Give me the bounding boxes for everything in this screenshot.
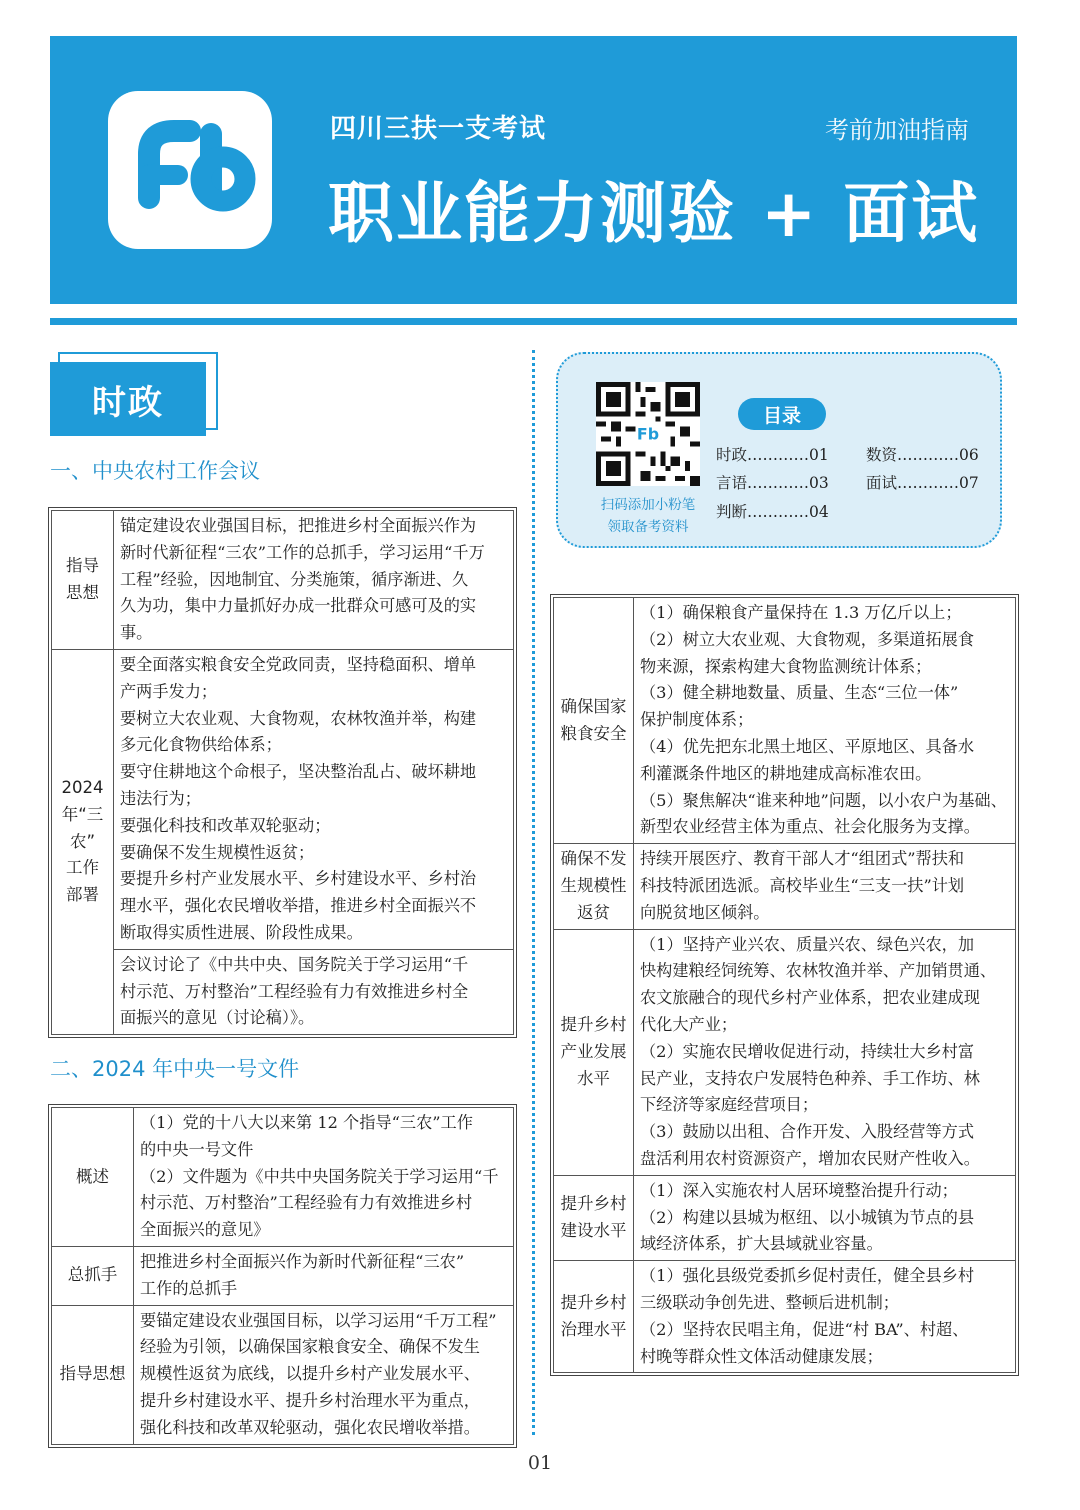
row-content bbox=[634, 598, 1016, 844]
content-line: 盘活利用农村资源资产，增加农民财产性收入。 bbox=[640, 1148, 980, 1168]
directory-item[interactable]: 时政…………01 bbox=[716, 446, 829, 464]
row-label-line: 返贫 bbox=[577, 902, 610, 922]
content-line: 工作的总抓手 bbox=[140, 1278, 238, 1298]
content-line: 持续开展医疗、教育干部人才“组团式”帮扶和 bbox=[640, 849, 965, 869]
table-row bbox=[554, 598, 1016, 844]
content-line: 要锚定建设农业强国目标，以学习运用“千万工程” bbox=[140, 1310, 497, 1330]
content-line: （2）文件题为《中共中央国务院关于学习运用“千 bbox=[140, 1166, 499, 1186]
row-content bbox=[634, 844, 1016, 929]
content-line: 要树立大农业观、大食物观，农林牧渔并举，构建 bbox=[120, 708, 477, 728]
row-label-line: 农” bbox=[69, 831, 96, 851]
content-line: 违法行为； bbox=[120, 788, 201, 808]
content-line: 多元化食物供给体系； bbox=[120, 735, 282, 755]
content-line: 新型农业经营主体为重点、社会化服务为支撑。 bbox=[640, 817, 980, 837]
content-line: （2）树立大农业观、大食物观，多渠道拓展食 bbox=[640, 629, 975, 649]
content-line: （4）优先把东北黑土地区、平原地区、具备水 bbox=[640, 736, 975, 756]
content-line: 利灌溉条件地区的耕地建成高标准农田。 bbox=[640, 763, 932, 783]
column-divider bbox=[532, 350, 535, 1435]
content-line: 经验为引领，以确保国家粮食安全、确保不发生 bbox=[140, 1337, 480, 1357]
content-line: 规模性返贫为底线，以提升乡村产业发展水平、 bbox=[140, 1364, 480, 1384]
row-label-line: 年“三 bbox=[61, 804, 104, 824]
content-line: 要强化科技和改革双轮驱动； bbox=[120, 815, 331, 835]
content-line: 理水平，强化农民增收举措，推进乡村全面振兴不 bbox=[120, 896, 477, 916]
content-line: 强化科技和改革双轮驱动，强化农民增收举措。 bbox=[140, 1417, 480, 1437]
content-line: 要提升乡村产业发展水平、乡村建设水平、乡村治 bbox=[120, 869, 477, 889]
row-label-line: 建设水平 bbox=[560, 1220, 627, 1240]
table-row bbox=[52, 649, 514, 949]
content-line: 村晚等群众性文体活动健康发展； bbox=[640, 1346, 883, 1366]
table-rural-work-conference bbox=[51, 510, 514, 1035]
table-row bbox=[554, 1261, 1016, 1373]
section-tag: 时政 bbox=[50, 362, 206, 436]
row-content bbox=[634, 1261, 1016, 1373]
row-label-line: 确保国家 bbox=[560, 696, 627, 716]
content-line: 锚定建设农业强国目标，把推进乡村全面振兴作为 bbox=[120, 516, 477, 535]
qr-caption-line2: 领取备考资料 bbox=[607, 519, 689, 535]
content-line: 全面振兴的意见》 bbox=[140, 1220, 270, 1240]
row-label-line: 指导思想 bbox=[59, 1364, 126, 1384]
row-label bbox=[52, 649, 114, 1034]
row-label-line: 概述 bbox=[76, 1166, 109, 1186]
content-line: 代化大产业； bbox=[640, 1014, 738, 1034]
row-label bbox=[554, 598, 634, 844]
table-no1-document bbox=[51, 1107, 514, 1445]
content-line: 向脱贫地区倾斜。 bbox=[640, 902, 770, 922]
content-line: 新时代新征程“三农”工作的总抓手，学习运用“千万 bbox=[120, 542, 485, 562]
table-row bbox=[52, 949, 514, 1034]
header-banner bbox=[50, 36, 1017, 304]
row-label-line: 思想 bbox=[66, 582, 99, 602]
directory-title: 目录 bbox=[738, 398, 826, 430]
content-line: （2）构建以县城为枢纽、以小城镇为节点的县 bbox=[640, 1207, 975, 1227]
row-content bbox=[134, 1305, 514, 1444]
directory-item[interactable]: 言语…………03 bbox=[716, 474, 829, 492]
table-row bbox=[52, 1305, 514, 1444]
content-line: 面振兴的意见（讨论稿）》。 bbox=[120, 1008, 315, 1028]
row-content bbox=[114, 511, 514, 650]
content-line: （1）确保粮食产量保持在 1.3 万亿斤以上； bbox=[640, 603, 962, 622]
content-line: 断取得实质性进展、阶段性成果。 bbox=[120, 922, 363, 942]
content-line: 科技特派团选派。高校毕业生“三支一扶”计划 bbox=[640, 875, 965, 895]
content-line: 的中央一号文件 bbox=[140, 1139, 254, 1159]
content-line: 三级联动争创先进、整顿后进机制； bbox=[640, 1292, 899, 1312]
row-label-line: 工作 bbox=[66, 858, 99, 878]
content-line: 久为功，集中力量抓好办成一批群众可感可及的实 bbox=[120, 596, 477, 616]
table-body bbox=[52, 1108, 514, 1445]
row-label-line: 指导 bbox=[66, 556, 99, 576]
table-body bbox=[554, 598, 1016, 1373]
row-label-line: 粮食安全 bbox=[560, 723, 627, 743]
row-label bbox=[554, 1261, 634, 1373]
directory-item[interactable]: 数资…………06 bbox=[866, 446, 979, 464]
row-label-line: 总抓手 bbox=[67, 1265, 118, 1285]
row-content bbox=[114, 649, 514, 949]
content-line: 物来源，探索构建大食物监测统计体系； bbox=[640, 656, 932, 676]
content-line: 会议讨论了《中共中央、国务院关于学习运用“千 bbox=[120, 954, 469, 974]
content-line: （2）坚持农民唱主角，促进“村 BA”、村超、 bbox=[640, 1319, 969, 1339]
content-line: 工程”经验，因地制宜、分类施策，循序渐进、久 bbox=[120, 569, 469, 589]
content-line: （3）健全耕地数量、质量、生态“三位一体” bbox=[640, 683, 959, 703]
content-line: （5）聚焦解决“谁来种地”问题，以小农户为基础、 bbox=[640, 790, 1007, 810]
row-content bbox=[634, 1175, 1016, 1260]
table-row bbox=[52, 1108, 514, 1247]
header-subtitle: 四川三扶一支考试 bbox=[330, 114, 547, 144]
row-label-line: 部署 bbox=[66, 885, 99, 905]
row-label-line: 确保不发 bbox=[560, 849, 627, 869]
heading-no1-document: 二、2024 年中央一号文件 bbox=[50, 1057, 300, 1081]
row-label bbox=[554, 844, 634, 929]
content-line: 事。 bbox=[120, 623, 153, 643]
qr-caption-line1: 扫码添加小粉笔 bbox=[600, 497, 696, 513]
row-label-line: 提升乡村 bbox=[560, 1292, 627, 1312]
row-label-line: 生规模性 bbox=[560, 875, 627, 895]
content-line: 产两手发力； bbox=[120, 681, 218, 701]
content-line: 要守住耕地这个命根子，坚决整治乱占、破坏耕地 bbox=[120, 762, 477, 782]
content-line: 下经济等家庭经营项目； bbox=[640, 1095, 819, 1115]
row-content bbox=[134, 1108, 514, 1247]
row-content bbox=[114, 949, 514, 1034]
row-label bbox=[52, 1305, 134, 1444]
svg-text:Fb: Fb bbox=[636, 424, 660, 444]
row-label bbox=[52, 1108, 134, 1247]
content-line: 保护制度体系； bbox=[640, 710, 754, 730]
content-line: 域经济体系，扩大县域就业容量。 bbox=[640, 1234, 883, 1254]
row-label bbox=[554, 1175, 634, 1260]
table-row bbox=[554, 1175, 1016, 1260]
content-line: 把推进乡村全面振兴作为新时代新征程“三农” bbox=[140, 1251, 465, 1271]
row-label-line: 产业发展 bbox=[560, 1041, 627, 1061]
content-line: 要确保不发生规模性返贫； bbox=[120, 842, 315, 862]
row-content bbox=[134, 1246, 514, 1305]
table-row bbox=[52, 1246, 514, 1305]
content-line: 民产业，支持农户发展特色种养、手工作坊、林 bbox=[640, 1068, 980, 1088]
header-underline bbox=[50, 318, 1017, 325]
content-line: 村示范、万村整治”工程经验有力有效推进乡村全 bbox=[120, 981, 469, 1001]
fb-logo bbox=[108, 91, 272, 249]
table-row bbox=[554, 929, 1016, 1175]
heading-rural-work-conference: 一、中央农村工作会议 bbox=[50, 459, 260, 483]
table-row bbox=[52, 511, 514, 650]
content-line: （1）深入实施农村人居环境整治提升行动； bbox=[640, 1180, 958, 1200]
row-label-line: 提升乡村 bbox=[560, 1014, 627, 1034]
row-content bbox=[634, 929, 1016, 1175]
content-line: （1）党的十八大以来第 12 个指导“三农”工作 bbox=[140, 1113, 473, 1132]
row-label-line: 提升乡村 bbox=[560, 1194, 627, 1214]
table-row bbox=[554, 844, 1016, 929]
directory-item[interactable]: 面试…………07 bbox=[866, 474, 979, 492]
content-line: 快构建粮经饲统筹、农林牧渔并举、产加销贯通、 bbox=[640, 961, 997, 981]
row-label bbox=[52, 511, 114, 650]
table-rural-priorities bbox=[553, 597, 1016, 1373]
header-title: 职业能力测验 + 面试 bbox=[328, 175, 980, 252]
row-label-line: 水平 bbox=[577, 1068, 610, 1088]
row-label bbox=[52, 1246, 134, 1305]
header-tagline: 考前加油指南 bbox=[825, 116, 969, 144]
directory-item[interactable]: 判断…………04 bbox=[716, 503, 829, 521]
fb-logo-icon bbox=[108, 91, 272, 249]
row-label-line: 2024 bbox=[61, 778, 104, 798]
content-line: （2）实施农民增收促进行动，持续壮大乡村富 bbox=[640, 1041, 975, 1061]
content-line: 提升乡村建设水平、提升乡村治理水平为重点， bbox=[140, 1390, 480, 1410]
row-label bbox=[554, 929, 634, 1175]
row-label-line: 治理水平 bbox=[560, 1319, 627, 1339]
content-line: （1）坚持产业兴农、质量兴农、绿色兴农，加 bbox=[640, 934, 975, 954]
content-line: （3）鼓励以出租、合作开发、入股经营等方式 bbox=[640, 1122, 975, 1142]
content-line: 农文旅融合的现代乡村产业体系，把农业建成现 bbox=[640, 988, 980, 1008]
content-line: 村示范、万村整治”工程经验有力有效推进乡村 bbox=[140, 1193, 473, 1213]
page-number: 01 bbox=[527, 1452, 553, 1474]
content-line: （1）强化县级党委抓乡促村责任，健全县乡村 bbox=[640, 1266, 975, 1286]
table-body bbox=[52, 511, 514, 1035]
content-line: 要全面落实粮食安全党政同责，坚持稳面积、增单 bbox=[120, 654, 477, 674]
qr-code-icon[interactable] bbox=[596, 382, 700, 486]
